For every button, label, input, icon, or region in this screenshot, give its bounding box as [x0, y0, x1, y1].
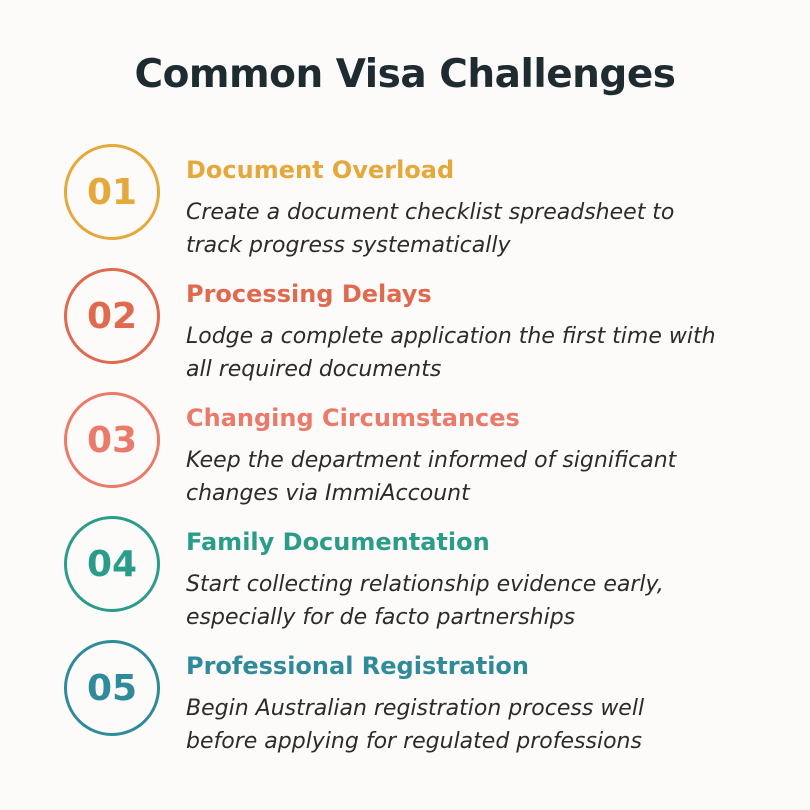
description-line: Lodge a complete application the first time with: [186, 324, 716, 349]
challenge-heading: Family Documentation: [186, 528, 490, 556]
description-line: Keep the department informed of significant: [186, 448, 677, 473]
description-line: Start collecting relationship evidence early,: [186, 572, 664, 597]
page-title: Common Visa Challenges: [134, 52, 676, 97]
challenge-description: [186, 196, 766, 262]
challenge-description: [186, 320, 766, 386]
description-line: before applying for regulated professions: [186, 729, 642, 754]
challenge-heading: Changing Circumstances: [186, 404, 520, 432]
challenge-item-2: [64, 268, 764, 382]
challenge-heading: Document Overload: [186, 156, 455, 184]
challenge-heading: Processing Delays: [186, 280, 432, 308]
challenge-item-5: [64, 640, 764, 754]
challenge-description: [186, 692, 766, 758]
number-badge: 03: [64, 392, 160, 488]
number-badge: 01: [64, 144, 160, 240]
description-line: Create a document checklist spreadsheet to: [186, 200, 675, 225]
description-line: track progress systematically: [186, 233, 511, 258]
number-badge: 05: [64, 640, 160, 736]
challenge-item-3: [64, 392, 764, 506]
challenge-description: [186, 444, 766, 510]
challenge-item-4: [64, 516, 764, 630]
challenge-heading: Professional Registration: [186, 652, 530, 680]
description-line: all required documents: [186, 357, 442, 382]
description-line: especially for de facto partnerships: [186, 605, 576, 630]
challenge-description: [186, 568, 766, 634]
description-line: Begin Australian registration process well: [186, 696, 645, 721]
description-line: changes via ImmiAccount: [186, 481, 470, 506]
number-badge: 04: [64, 516, 160, 612]
challenge-item-1: [64, 144, 764, 258]
number-badge: 02: [64, 268, 160, 364]
